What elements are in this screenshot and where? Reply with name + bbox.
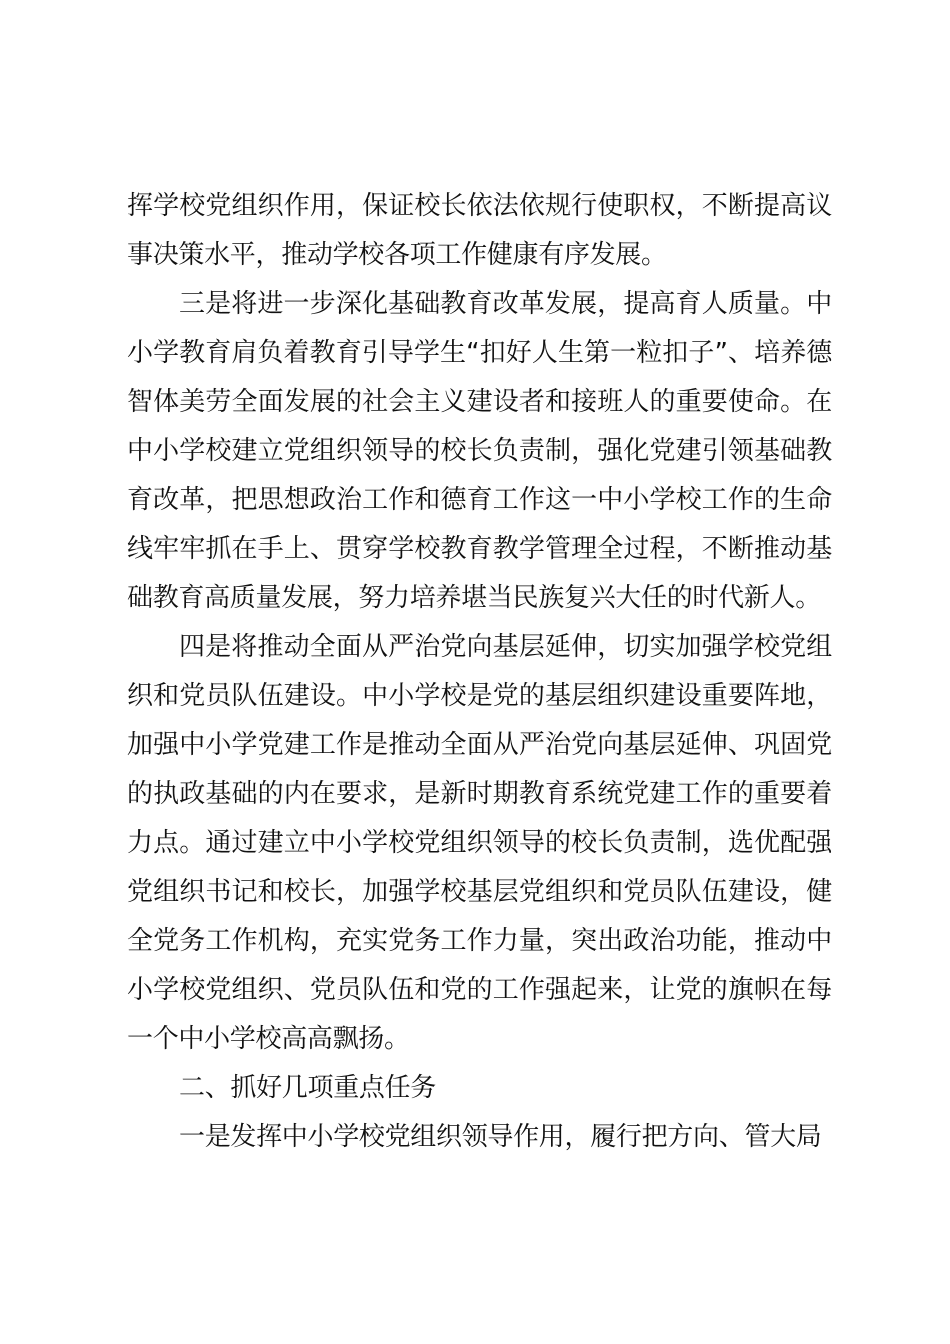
- paragraph-point-four: 四是将推动全面从严治党向基层延伸，切实加强学校党组织和党员队伍建设。中小学校是党的基层组织建设重要阵地，加强中小学党建工作是推动全面从严治党向基层延伸、巩固党的执政基础的内在要求，是新时期教育系统党建工作的重要着力点。通过建立中小学校党组织领导的校长负责制，选优配强党组织书记和校长，加强学校基层党组织和党员队伍建设，健全党务工作机构，充实党务工作力量，突出政治功能，推动中小学校党组织、党员队伍和党的工作强起来，让党的旗帜在每一个中小学校高高飘扬。: [127, 632, 832, 1054]
- paragraph-point-three: 三是将进一步深化基础教育改革发展，提高育人质量。中小学教育肩负着教育引导学生“扣好人生第一粒扣子”、培养德智体美劳全面发展的社会主义建设者和接班人的重要使命。在中小学校建立党组织领导的校长负责制，强化党建引领基础教育改革，把思想政治工作和德育工作这一中小学校工作的生命线牢牢抓在手上、贯穿学校教育教学管理全过程，不断推动基础教育高质量发展，努力培养堪当民族复兴大任的时代新人。: [127, 289, 832, 613]
- document-body: [127, 182, 832, 1162]
- section-heading-two: 二、抓好几项重点任务: [179, 1073, 437, 1103]
- paragraph-continuation: 挥学校党组织作用，保证校长依法依规行使职权，不断提高议事决策水平，推动学校各项工作健康有序发展。: [127, 191, 832, 270]
- paragraph-point-one: 一是发挥中小学校党组织领导作用，履行把方向、管大局: [179, 1122, 822, 1152]
